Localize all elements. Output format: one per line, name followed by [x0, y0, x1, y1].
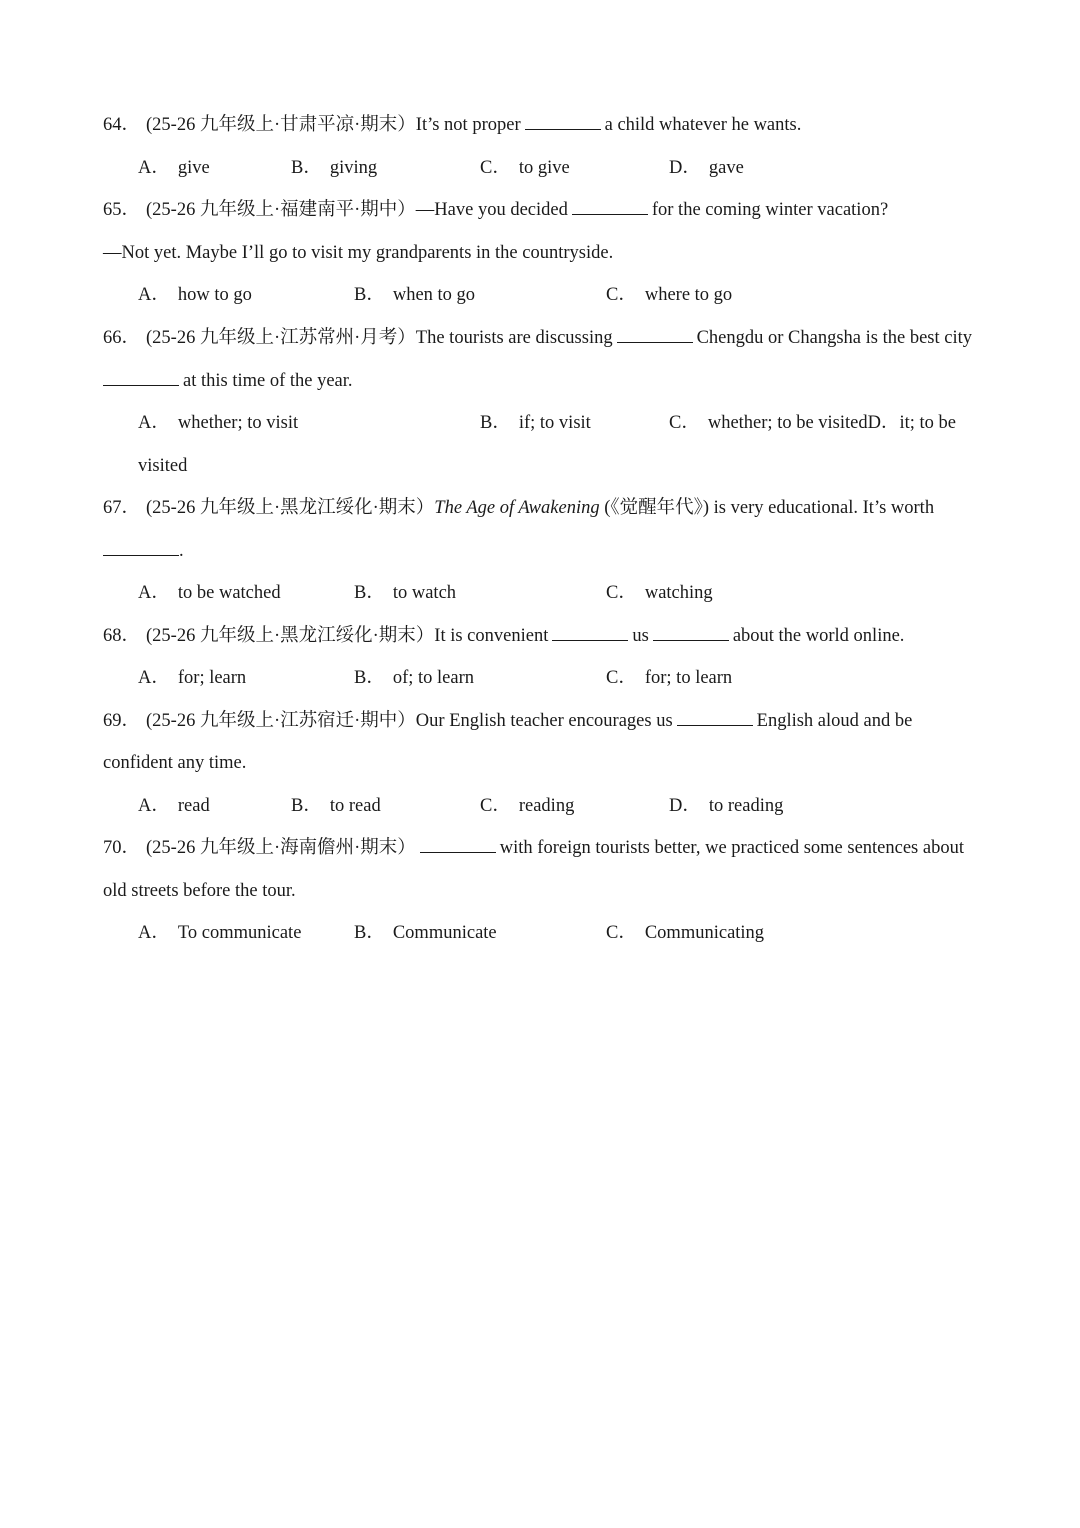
answer-blank	[617, 326, 693, 343]
question-68-stem	[103, 624, 904, 648]
question-67-line2	[103, 539, 184, 563]
question-number: 66．	[103, 328, 141, 348]
question-text: with foreign tourists better, we practiced some sentences about	[499, 838, 964, 858]
answer-blank	[103, 369, 179, 386]
answer-blank	[572, 198, 648, 215]
question-text: at this time of the year.	[183, 371, 353, 391]
answer-blank	[653, 624, 729, 641]
question-70-line2: old streets before the tour.	[103, 881, 296, 901]
question-text: —Have you decided	[415, 200, 568, 220]
question-text: (《觉醒年代》) is very educational. It’s worth	[604, 498, 935, 518]
question-source: (25-26 九年级上·江苏常州·月考）	[146, 328, 416, 348]
question-number: 70．	[103, 838, 141, 858]
option-d: D． to reading	[669, 796, 784, 816]
question-number: 65．	[103, 200, 141, 220]
question-65-stem	[103, 198, 888, 222]
option-a: A． to be watched	[138, 583, 281, 603]
option-c: C． where to go	[606, 285, 733, 305]
question-64-stem	[103, 113, 801, 137]
option-c: C． to give	[480, 158, 570, 178]
option-b: B． of; to learn	[354, 668, 475, 688]
option-a: A． whether; to visit	[138, 413, 299, 433]
question-number: 67．	[103, 498, 141, 518]
option-c: C． watching	[606, 583, 713, 603]
question-69-stem	[103, 709, 912, 733]
question-source: (25-26 九年级上·江苏宿迁·期中）	[146, 711, 416, 731]
question-text: It is convenient	[434, 626, 549, 646]
question-69-line2: confident any time.	[103, 753, 247, 773]
question-text: a child whatever he wants.	[604, 115, 802, 135]
option-a: A． read	[138, 796, 210, 816]
question-66-line2	[103, 369, 353, 393]
question-source: (25-26 九年级上·福建南平·期中）	[146, 200, 416, 220]
option-c: C． for; to learn	[606, 668, 733, 688]
question-number: 69．	[103, 711, 141, 731]
option-d: D． gave	[669, 158, 744, 178]
period: .	[179, 541, 184, 561]
question-text: about the world online.	[732, 626, 905, 646]
question-text: It’s not proper	[415, 115, 521, 135]
question-source: (25-26 九年级上·黑龙江绥化·期末）	[146, 498, 435, 518]
option-c-d: C． whether; to be visitedD．it; to be	[669, 413, 957, 433]
option-a: A． To communicate	[138, 923, 302, 943]
question-text: us	[632, 626, 649, 646]
answer-blank	[525, 113, 601, 130]
option-c: C． reading	[480, 796, 575, 816]
option-a: A． how to go	[138, 285, 252, 305]
question-text: Our English teacher encourages us	[415, 711, 673, 731]
option-a: A． for; learn	[138, 668, 247, 688]
option-b: B． Communicate	[354, 923, 497, 943]
option-wrap: visited	[138, 456, 188, 476]
answer-blank	[677, 709, 753, 726]
question-number: 68．	[103, 626, 141, 646]
question-text: for the coming winter vacation?	[651, 200, 889, 220]
answer-blank	[552, 624, 628, 641]
option-b: B． giving	[291, 158, 378, 178]
question-source: (25-26 九年级上·黑龙江绥化·期末）	[146, 626, 435, 646]
work-title: The Age of Awakening	[434, 498, 600, 518]
option-c: C． Communicating	[606, 923, 765, 943]
question-number: 64．	[103, 115, 141, 135]
option-b: B． if; to visit	[480, 413, 591, 433]
question-70-stem	[103, 836, 964, 860]
question-text: English aloud and be	[756, 711, 913, 731]
option-a: A． give	[138, 158, 210, 178]
answer-blank	[420, 836, 496, 853]
question-66-stem	[103, 326, 972, 350]
option-b: B． to read	[291, 796, 381, 816]
question-67-stem	[103, 496, 934, 520]
answer-blank	[103, 539, 179, 556]
question-text: Chengdu or Changsha is the best city	[696, 328, 972, 348]
question-text: The tourists are discussing	[415, 328, 613, 348]
question-65-line2: —Not yet. Maybe I’ll go to visit my grandparents in the countryside.	[103, 243, 614, 263]
question-source: (25-26 九年级上·海南儋州·期末）	[146, 838, 416, 858]
question-source: (25-26 九年级上·甘肃平凉·期末）	[146, 115, 416, 135]
option-b: B． to watch	[354, 583, 457, 603]
option-b: B． when to go	[354, 285, 476, 305]
